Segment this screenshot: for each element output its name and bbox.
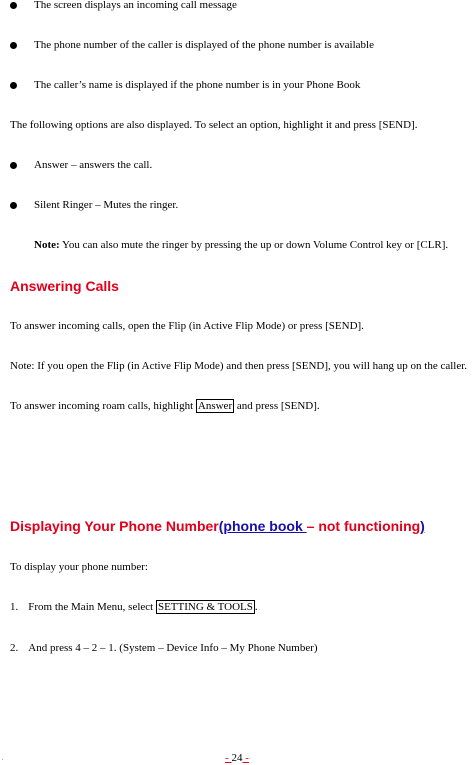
step-number: 1.: [10, 601, 19, 613]
option-item: Answer – answers the call.: [34, 159, 153, 171]
heading-note: – not functioning: [306, 518, 421, 534]
answering-paragraph-3: [10, 399, 320, 413]
bullet-icon: [10, 202, 17, 209]
note-text: You can also mute the ringer by pressing the up or down Volume Control key or [CLR].: [59, 239, 449, 251]
note-label: Note:: [34, 239, 60, 251]
step-item: [10, 600, 258, 614]
heading-paren-open: (: [218, 518, 224, 534]
page-number: 24: [231, 752, 243, 764]
corner-mark: .: [2, 757, 4, 762]
bullet-icon: [10, 42, 17, 49]
answering-paragraph-1: To answer incoming calls, open the Flip (in Active Flip Mode) or press [SEND].: [10, 320, 364, 332]
bullet-icon: [10, 82, 17, 89]
step-text: And press 4 – 2 – 1. (System – Device Info – My Phone Number): [28, 642, 318, 654]
step-item: [10, 641, 318, 655]
page-footer: [0, 751, 474, 765]
display-intro: To display your phone number:: [10, 561, 148, 573]
options-intro: The following options are also displayed. To select an option, highlight it and press [SEND].: [10, 119, 418, 131]
roam-text-before: To answer incoming roam calls, highlight: [10, 400, 196, 412]
phone-book-link[interactable]: phone book: [223, 518, 307, 534]
setting-tools-boxed-label: SETTING & TOOLS: [157, 601, 253, 613]
heading-paren-close: ): [420, 518, 425, 534]
footer-dash-left: -: [225, 752, 232, 764]
bullet-item: The phone number of the caller is displayed of the phone number is available: [34, 39, 374, 51]
note-paragraph: [34, 238, 448, 252]
section-heading-display: [10, 517, 425, 535]
option-item: Silent Ringer – Mutes the ringer.: [34, 199, 179, 211]
answer-boxed-label: Answer: [197, 400, 233, 412]
bullet-item: The caller’s name is displayed if the phone number is in your Phone Book: [34, 79, 361, 91]
bullet-icon: [10, 2, 17, 9]
roam-text-after: and press [SEND].: [234, 400, 320, 412]
section-heading-answering: Answering Calls: [10, 278, 119, 294]
heading-main: Displaying Your Phone Number: [10, 518, 219, 534]
footer-dash-right: -: [242, 752, 249, 764]
step-text-before: From the Main Menu, select: [28, 601, 156, 613]
bullet-item: The screen displays an incoming call message: [34, 0, 237, 11]
bullet-icon: [10, 162, 17, 169]
step-number: 2.: [10, 642, 19, 654]
step-text-after: .: [254, 601, 258, 613]
answering-paragraph-2: Note: If you open the Flip (in Active Flip Mode) and then press [SEND], you will hang up on the caller.: [10, 360, 468, 372]
